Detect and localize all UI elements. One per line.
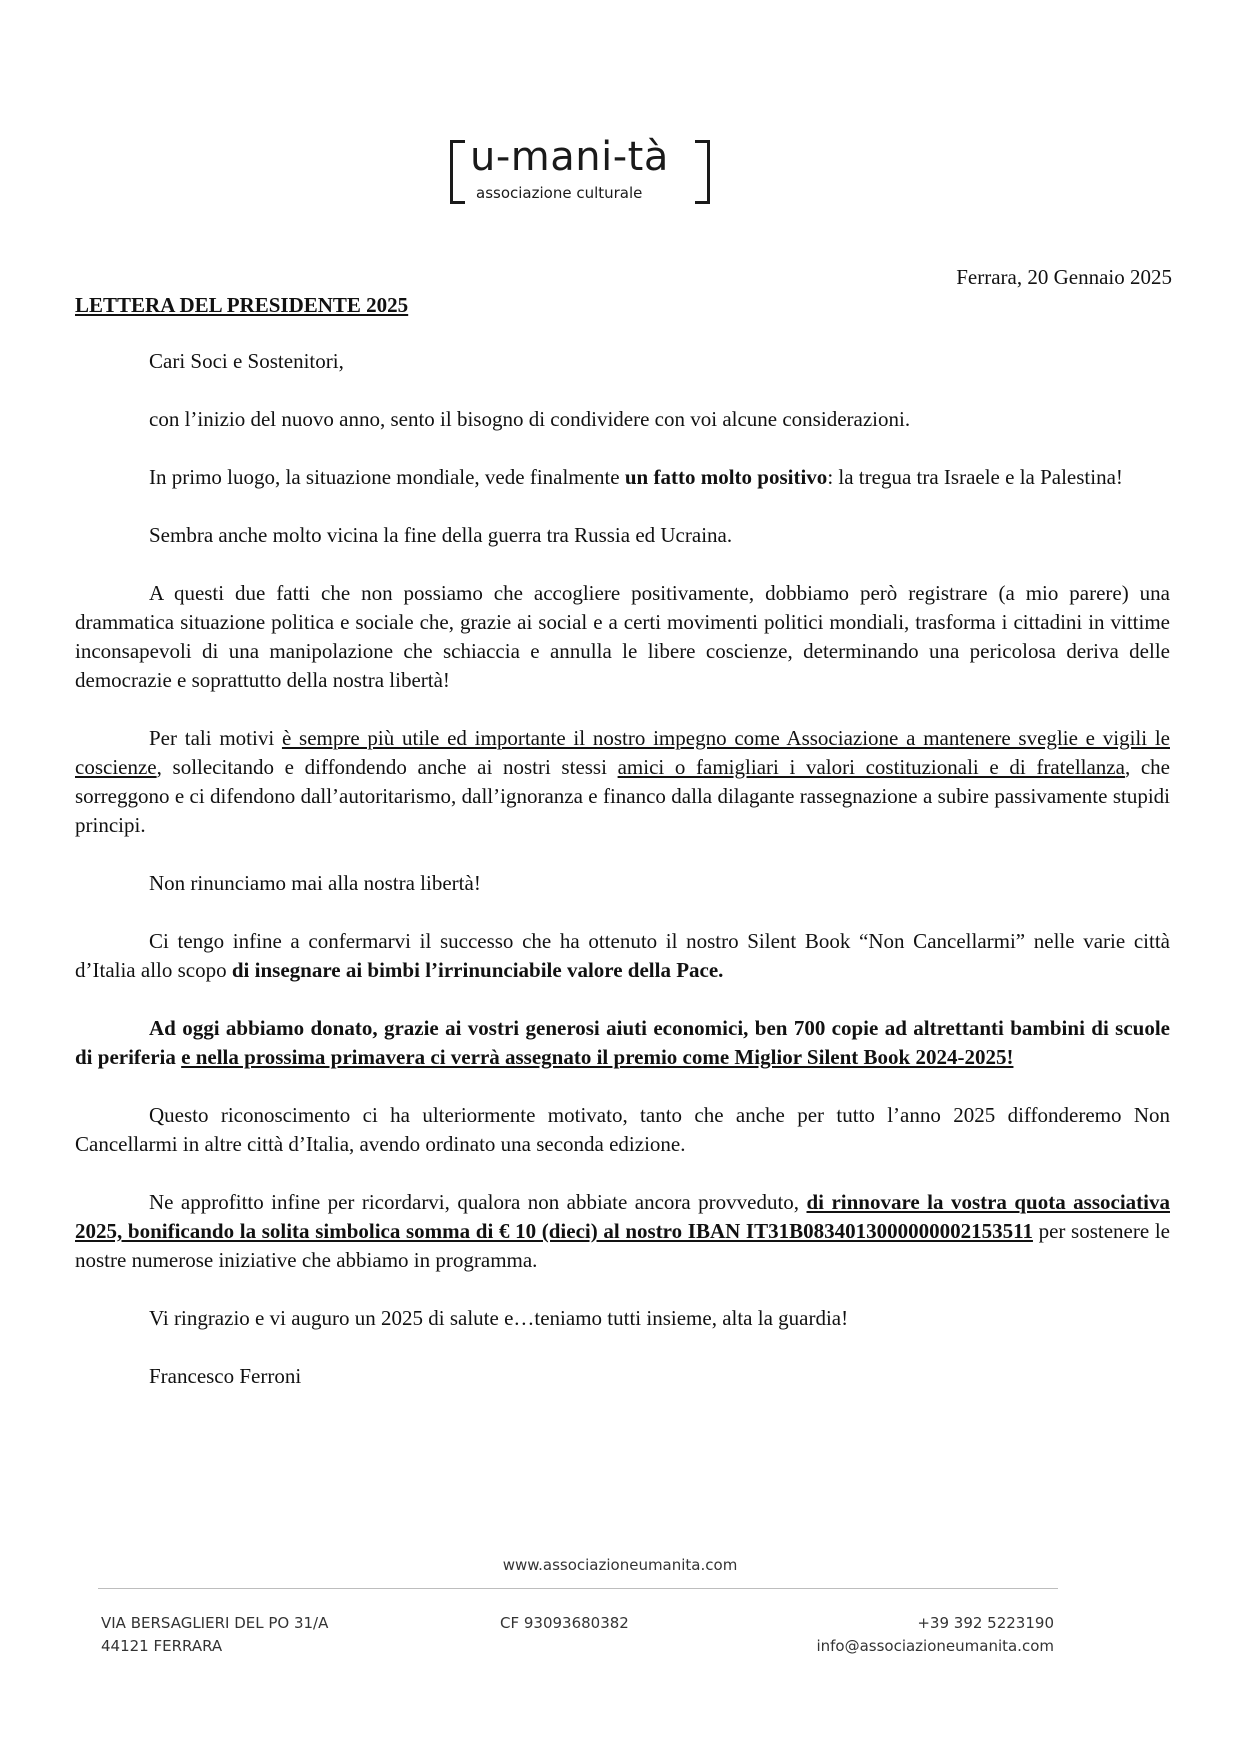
paragraph-8	[75, 1014, 1170, 1072]
paragraph-2-text-c: : la tregua tra Israele e la Palestina!	[827, 465, 1123, 489]
footer-address	[101, 1612, 328, 1658]
paragraph-9: Questo riconoscimento ci ha ulteriormente motivato, tanto che anche per tutto l’anno 2025 diffonderemo Non Cancellarmi in altre città d’Italia, avendo ordinato una seconda edizione.	[75, 1103, 1170, 1156]
paragraph-2-text-a: In primo luogo, la situazione mondiale, vede finalmente	[149, 465, 625, 489]
logo-subtitle: associazione culturale	[476, 184, 643, 202]
paragraph-7-text-a: Ci tengo infine a confermarvi il successo che ha ottenuto il nostro Silent Book “Non Cancellarmi” nelle varie città d’Italia allo scopo	[75, 929, 1170, 982]
paragraph-8-text-a: Ad oggi abbiamo donato, grazie ai vostri generosi aiuti economici, ben 700 copie ad altrettanti bambini di scuole di periferia	[75, 1016, 1170, 1069]
paragraph-10	[75, 1188, 1170, 1275]
paragraph-5-text-a: Per tali motivi	[149, 726, 282, 750]
paragraph-2-bold: un fatto molto positivo	[624, 465, 828, 489]
footer-phone: +39 392 5223190	[917, 1614, 1054, 1632]
paragraph-7	[75, 927, 1170, 985]
footer-website[interactable]: www.associazioneumanita.com	[502, 1556, 738, 1574]
letter-title: LETTERA DEL PRESIDENTE 2025	[75, 293, 409, 317]
letter-date: Ferrara, 20 Gennaio 2025	[956, 265, 1172, 289]
paragraph-7-bold: di insegnare ai bimbi l’irrinunciabile valore della Pace.	[231, 958, 724, 982]
footer-divider	[98, 1588, 1058, 1589]
signature: Francesco Ferroni	[149, 1364, 302, 1388]
paragraph-8-underline: e nella prossima primavera ci verrà assegnato il premio come Miglior Silent Book 2024-2025!	[181, 1045, 1014, 1069]
letter-body	[75, 347, 1170, 1391]
paragraph-5-text-e: , che sorreggono e ci difendono dall’autoritarismo, dall’ignoranza e financo dalla dilagante rassegnazione a subire passivamente stupidi principi.	[75, 755, 1170, 837]
footer-address-line-1: VIA BERSAGLIERI DEL PO 31/A	[101, 1614, 329, 1632]
paragraph-2	[75, 463, 1170, 492]
paragraph-5-text-c: , sollecitando e diffondendo anche ai nostri stessi	[156, 755, 618, 779]
logo-main-text: u-mani-tà	[470, 134, 669, 180]
paragraph-5	[75, 724, 1170, 840]
paragraph-4: A questi due fatti che non possiamo che accogliere positivamente, dobbiamo però registrare (a mio parere) una drammatica situazione politica e sociale che, grazie ai social e a certi movimenti politici mondiali, trasforma i cittadini in vittime inconsapevoli di una manipolazione che schiaccia e annulla le libere coscienze, determinando una pericolosa deriva delle democrazie e soprattutto della nostra libertà!	[75, 581, 1170, 692]
footer-address-line-2: 44121 FERRARA	[101, 1637, 223, 1655]
paragraph-11: Vi ringrazio e vi auguro un 2025 di salute e…teniamo tutti insieme, alta la guardia!	[149, 1306, 849, 1330]
paragraph-1: con l’inizio del nuovo anno, sento il bisogno di condividere con voi alcune considerazioni.	[149, 407, 911, 431]
logo-bracket-left	[450, 140, 465, 204]
paragraph-10-text-c: per sostenere le nostre numerose iniziative che abbiamo in programma.	[75, 1219, 1170, 1272]
logo-bracket-right	[695, 140, 710, 204]
paragraph-5-underline-2: amici o famigliari i valori costituzionali e di fratellanza	[617, 755, 1125, 779]
footer-tax-code: CF 93093680382	[500, 1614, 629, 1632]
paragraph-10-bold-underline: di rinnovare la vostra quota associativa 2025, bonificando la solita simbolica somma di € 10 (dieci) al nostro IBAN IT31B0834013000000002153511	[75, 1190, 1170, 1243]
footer-email[interactable]: info@associazioneumanita.com	[816, 1637, 1054, 1655]
greeting: Cari Soci e Sostenitori,	[149, 349, 344, 373]
association-logo	[450, 134, 710, 206]
paragraph-10-text-a: Ne approfitto infine per ricordarvi, qualora non abbiate ancora provveduto,	[149, 1190, 807, 1214]
paragraph-6: Non rinunciamo mai alla nostra libertà!	[149, 871, 481, 895]
paragraph-3: Sembra anche molto vicina la fine della guerra tra Russia ed Ucraina.	[149, 523, 733, 547]
footer-contacts	[816, 1612, 1054, 1658]
paragraph-5-underline-1: è sempre più utile ed importante il nostro impegno come Associazione a mantenere sveglie e vigili le coscienze	[75, 726, 1170, 779]
